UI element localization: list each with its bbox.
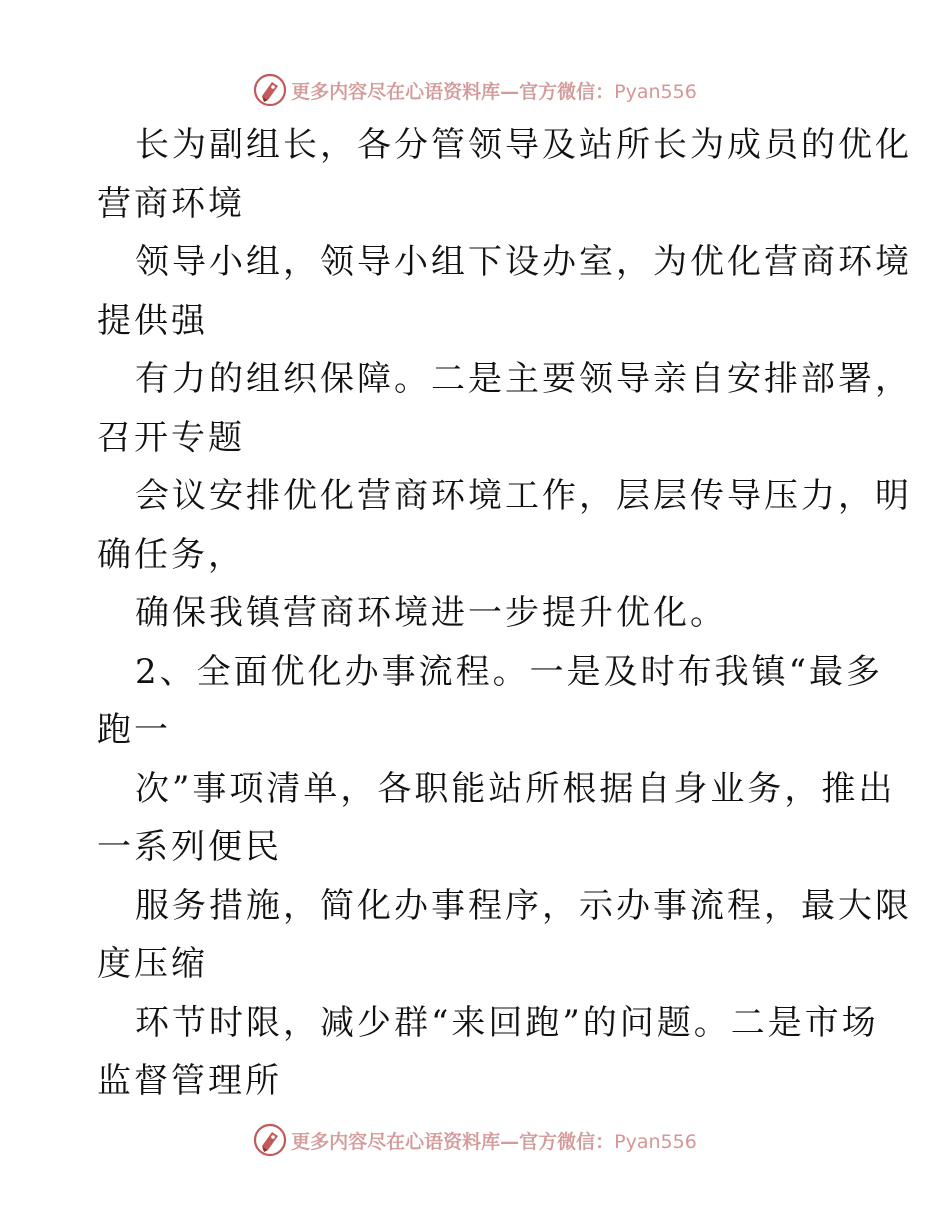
footer-brand-text: 更多内容尽在心语资料库—官方微信： xyxy=(291,1130,615,1153)
text-line: 一系列便民 xyxy=(97,827,282,867)
header-watermark-banner xyxy=(0,70,950,110)
text-line: 确任务， xyxy=(97,534,245,575)
document-body xyxy=(97,116,912,1111)
text-line: 长为副组长，各分管领导及站所长为成员的优化 xyxy=(135,125,912,165)
text-line: 跑一 xyxy=(97,710,171,750)
header-wechat-id: Pyan556 xyxy=(614,80,697,103)
footer-wechat-id: Pyan556 xyxy=(614,1130,697,1153)
text-line: 营商环境 xyxy=(97,183,245,224)
text-line: 召开专题 xyxy=(97,417,245,458)
text-line: 提供强 xyxy=(97,300,208,341)
pen-nib-logo-icon xyxy=(253,73,287,107)
text-line: 监督管理所 xyxy=(97,1061,282,1101)
text-line: 2、全面优化办事流程。一是及时布我镇“最多 xyxy=(135,651,884,692)
text-line: 度压缩 xyxy=(97,944,208,984)
text-line: 领导小组，领导小组下设办室，为优化营商环境 xyxy=(135,242,912,282)
footer-watermark-text xyxy=(291,1127,697,1154)
header-watermark-text xyxy=(291,77,697,104)
text-line: 确保我镇营商环境进一步提升优化。 xyxy=(135,593,727,633)
header-brand-text: 更多内容尽在心语资料库—官方微信： xyxy=(291,80,615,103)
text-line: 服务措施，简化办事程序，示办事流程，最大限 xyxy=(135,885,912,926)
text-line: 会议安排优化营商环境工作，层层传导压力，明 xyxy=(135,476,912,516)
text-line: 环节时限，减少群“来回跑”的问题。二是市场 xyxy=(135,1002,879,1043)
text-line: 有力的组织保障。二是主要领导亲自安排部署， xyxy=(135,359,912,399)
text-line: 次”事项清单，各职能站所根据自身业务，推出 xyxy=(135,768,896,809)
footer-watermark-banner xyxy=(0,1120,950,1160)
pen-nib-logo-icon xyxy=(253,1123,287,1157)
